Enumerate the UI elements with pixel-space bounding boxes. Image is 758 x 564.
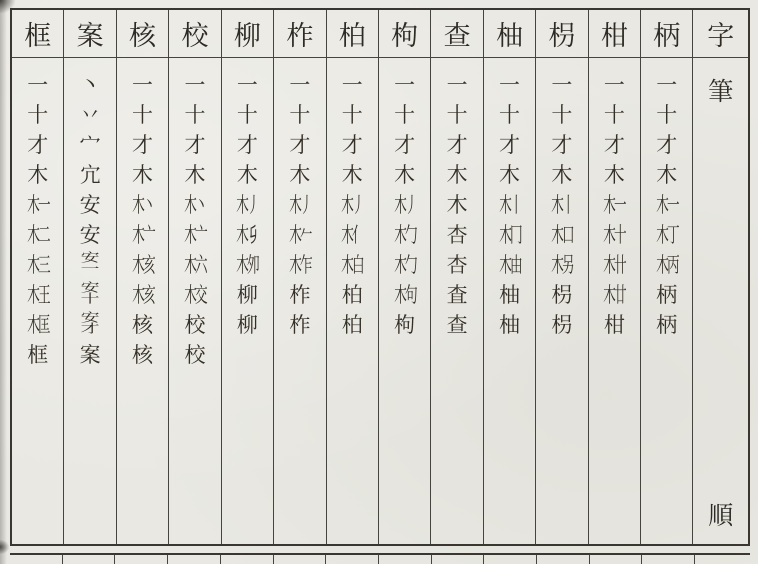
- column-header-character: 查: [431, 10, 482, 58]
- stroke-step: 案: [79, 343, 101, 367]
- stroke-step: 十: [603, 103, 625, 127]
- stroke-step: 才: [132, 133, 154, 157]
- stroke-step: 十: [184, 103, 206, 127]
- stroke-step: 十: [289, 103, 311, 127]
- stroke-step: 木句: [393, 283, 416, 307]
- column-stroke-steps: [64, 58, 115, 544]
- stroke-step: 十: [236, 103, 258, 127]
- stroke-step: 木口: [551, 223, 573, 247]
- character-column-1: [12, 10, 64, 544]
- stroke-step: 安 十: [80, 281, 100, 306]
- stroke-step: 木廿: [603, 283, 626, 307]
- column-stroke-steps: [327, 58, 378, 544]
- stroke-step: 木: [603, 163, 625, 187]
- partial-next-row-cell: [642, 555, 695, 564]
- stroke-step: 木一: [603, 193, 626, 217]
- partial-next-row-cell: [537, 555, 590, 564]
- stroke-step: 木三: [26, 253, 49, 277]
- character-column-9: [431, 10, 483, 544]
- partial-next-row-cell: [115, 555, 168, 564]
- stroke-step: 一: [184, 73, 206, 97]
- stroke-step: 校: [184, 313, 206, 337]
- stroke-step: 十: [341, 103, 363, 127]
- stroke-step: 木一: [655, 193, 678, 217]
- column-stroke-steps: [641, 58, 692, 544]
- stroke-step: 木: [499, 163, 520, 187]
- stroke-step: 木白: [341, 253, 364, 277]
- stroke-step: 木: [184, 163, 206, 187]
- column-header-character: 柑: [589, 10, 640, 58]
- column-header-character: 核: [117, 10, 168, 58]
- stroke-step: 木十: [603, 223, 626, 247]
- stroke-step: 安: [79, 223, 101, 247]
- stroke-step: 木丿: [341, 193, 364, 217]
- stroke-step: 校: [184, 343, 206, 367]
- stroke-step: 一: [132, 73, 154, 97]
- stroke-step: 一: [341, 73, 363, 97]
- stroke-step: 柞: [289, 313, 311, 337]
- stroke-step: 木交: [184, 283, 206, 307]
- stroke-step: 才: [341, 133, 363, 157]
- stroke-step: 木: [446, 193, 468, 217]
- partial-next-row-cell: [10, 555, 63, 564]
- stroke-step: 一: [603, 73, 625, 97]
- stroke-step: 木二: [26, 223, 49, 247]
- stroke-step: 木亠: [131, 223, 154, 247]
- stroke-step: 木: [551, 163, 573, 187]
- partial-next-row-cell: [432, 555, 485, 564]
- column-stroke-steps: [274, 58, 325, 544]
- column-stroke-steps: [117, 58, 168, 544]
- stroke-step: 木丨: [498, 193, 521, 217]
- partial-next-row-cell: [221, 555, 274, 564]
- stroke-step: 柚: [499, 283, 520, 307]
- stroke-step: 一: [394, 73, 416, 97]
- stroke-step: 宀: [79, 133, 101, 157]
- stroke-step: 安 才: [80, 311, 100, 336]
- stroke-step: 木: [289, 163, 311, 187]
- stroke-step: 一: [446, 73, 468, 97]
- column-stroke-steps: [222, 58, 273, 544]
- stroke-step: 木亠: [184, 223, 206, 247]
- character-column-11: [536, 10, 588, 544]
- label-column-header: 字: [693, 10, 748, 58]
- stroke-step: 木勹: [393, 223, 416, 247]
- column-stroke-steps: [379, 58, 430, 544]
- column-header-character: 案: [64, 10, 115, 58]
- stroke-step: 才: [289, 133, 311, 157]
- stroke-step: 十: [394, 103, 416, 127]
- column-header-character: 柄: [641, 10, 692, 58]
- stroke-step: 十: [27, 103, 49, 127]
- column-header-character: 柳: [222, 10, 273, 58]
- stroke-step: 枸: [394, 313, 416, 337]
- stroke-step: 才: [499, 133, 520, 157]
- partial-next-row-cell: [590, 555, 643, 564]
- scan-edge-shadow: [0, 0, 7, 564]
- column-header-character: 枴: [536, 10, 587, 58]
- stroke-step: 十: [499, 103, 520, 127]
- character-column-2: [64, 10, 116, 544]
- stroke-step: 木丿: [236, 193, 259, 217]
- stroke-step: 査: [446, 283, 468, 307]
- character-column-3: [117, 10, 169, 544]
- stroke-step: 十: [446, 103, 468, 127]
- stroke-step: 核: [132, 313, 154, 337]
- stroke-step: 柏: [341, 283, 363, 307]
- stroke-step: 安 一: [80, 251, 100, 276]
- stroke-step: 才: [603, 133, 625, 157]
- stroke-step: 木另: [551, 253, 573, 277]
- stroke-step: 木丿: [393, 193, 416, 217]
- column-stroke-steps: [484, 58, 535, 544]
- stroke-step: 才: [446, 133, 468, 157]
- column-header-character: 框: [12, 10, 63, 58]
- stroke-step: 一: [27, 73, 49, 97]
- column-header-character: 柏: [327, 10, 378, 58]
- character-column-12: [589, 10, 641, 544]
- stroke-step: 木匡: [26, 313, 49, 337]
- stroke-step: 丷: [79, 103, 101, 127]
- stroke-step: 木丁: [655, 223, 678, 247]
- stroke-step: 柳: [236, 283, 258, 307]
- stroke-step: 十: [551, 103, 573, 127]
- stroke-step: 才: [236, 133, 258, 157]
- stroke-step: 柄: [656, 283, 678, 307]
- stroke-step: 一: [499, 73, 520, 97]
- stroke-step: 柳: [236, 313, 258, 337]
- partial-next-row-cell: [379, 555, 432, 564]
- partial-next-row-cell: [274, 555, 327, 564]
- character-column-13: [641, 10, 693, 544]
- stroke-step: 木: [132, 163, 154, 187]
- character-column-5: [222, 10, 274, 544]
- stroke-step: 一: [551, 73, 573, 97]
- label-column: [693, 10, 748, 544]
- stroke-step: 木王: [26, 283, 49, 307]
- stroke-step: 木𠂎: [236, 223, 259, 247]
- column-header-character: 柚: [484, 10, 535, 58]
- label-column-body: [693, 58, 748, 544]
- column-stroke-steps: [431, 58, 482, 544]
- stroke-step: 十: [132, 103, 154, 127]
- stroke-step: 木: [656, 163, 678, 187]
- stroke-step: 木夘: [236, 253, 259, 277]
- stroke-step: 柞: [289, 283, 311, 307]
- character-column-6: [274, 10, 326, 544]
- column-stroke-steps: [589, 58, 640, 544]
- stroke-step: 丶: [79, 73, 101, 97]
- stroke-step: 枴: [551, 283, 573, 307]
- column-stroke-steps: [169, 58, 220, 544]
- stroke-step: 才: [27, 133, 49, 157]
- stroke-step: 木: [341, 163, 363, 187]
- character-column-8: [379, 10, 431, 544]
- stroke-step: 杏: [446, 253, 468, 277]
- stroke-step: 框: [27, 343, 49, 367]
- stroke-step: 木丿: [289, 193, 311, 217]
- stroke-step: 木: [394, 163, 416, 187]
- stroke-step: 枴: [551, 313, 573, 337]
- stroke-step: 一: [236, 73, 258, 97]
- stroke-step: 木丶: [184, 193, 206, 217]
- character-column-4: [169, 10, 221, 544]
- column-header-character: 枸: [379, 10, 430, 58]
- partial-next-row-cell: [695, 555, 750, 564]
- stroke-step: 木亥: [131, 283, 154, 307]
- stroke-step: 柑: [603, 313, 625, 337]
- stroke-step: 才: [551, 133, 573, 157]
- stroke-step: 木: [446, 163, 468, 187]
- character-column-7: [327, 10, 379, 544]
- stroke-step: 木丨: [551, 193, 573, 217]
- stroke-step: 柏: [341, 313, 363, 337]
- stroke-step: 查: [446, 313, 468, 337]
- column-stroke-steps: [536, 58, 587, 544]
- stroke-step: 木亥: [131, 253, 154, 277]
- next-row-partial: [10, 553, 750, 564]
- stroke-order-table: [10, 8, 750, 546]
- stroke-step: 核: [132, 343, 154, 367]
- stroke-step: 木乍: [289, 253, 311, 277]
- partial-next-row-cell: [326, 555, 379, 564]
- stroke-step: 宂: [79, 163, 101, 187]
- column-header-character: 校: [169, 10, 220, 58]
- stroke-step: 才: [656, 133, 678, 157]
- column-header-character: 柞: [274, 10, 325, 58]
- character-column-10: [484, 10, 536, 544]
- stroke-step: 十: [656, 103, 678, 127]
- stroke-step: 柚: [499, 313, 520, 337]
- label-bottom-char: 順: [708, 503, 734, 530]
- stroke-step: 柄: [656, 313, 678, 337]
- stroke-step: 木勹: [393, 253, 416, 277]
- stroke-step: 木一: [26, 193, 49, 217]
- stroke-step: 木亻: [341, 223, 364, 247]
- stroke-step: 才: [394, 133, 416, 157]
- stroke-step: 杏: [446, 223, 468, 247]
- partial-next-row-cell: [168, 555, 221, 564]
- stroke-step: 才: [184, 133, 206, 157]
- stroke-step: 木丙: [655, 253, 678, 277]
- label-top-char: 筆: [708, 79, 734, 106]
- partial-next-row-cell: [484, 555, 537, 564]
- column-stroke-steps: [12, 58, 63, 544]
- stroke-step: 一: [289, 73, 311, 97]
- stroke-step: 一: [656, 73, 678, 97]
- stroke-step: 木: [27, 163, 49, 187]
- partial-next-row-cell: [63, 555, 116, 564]
- stroke-step: 木𠂉: [289, 223, 311, 247]
- scan-blot: [0, 540, 9, 554]
- stroke-step: 木冂: [498, 223, 521, 247]
- stroke-step: 木六: [184, 253, 206, 277]
- stroke-step: 木卄: [603, 253, 626, 277]
- stroke-step: 木丶: [131, 193, 154, 217]
- stroke-step: 木由: [498, 253, 521, 277]
- stroke-step: 安: [79, 193, 101, 217]
- stroke-step: 木: [236, 163, 258, 187]
